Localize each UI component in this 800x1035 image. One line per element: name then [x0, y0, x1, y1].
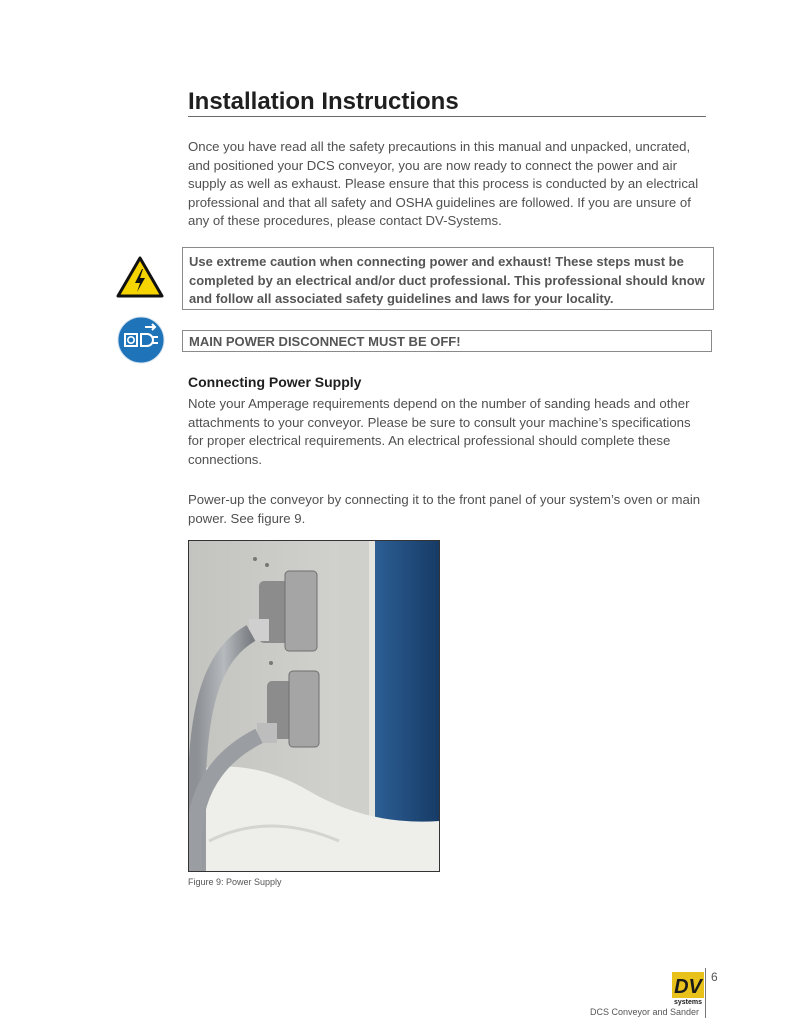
section-heading: Connecting Power Supply — [188, 374, 362, 390]
caution-box: Use extreme caution when connecting power and exhaust! These steps must be completed by an electrical and/or duct professional. This professional should know and follow all associated safety guidelines and laws for your locality. — [182, 247, 714, 310]
disconnect-power-mandatory-icon — [117, 316, 165, 364]
electrical-hazard-warning-icon — [116, 256, 164, 298]
section-paragraph-1: Note your Amperage requirements depend on the number of sanding heads and other attachments to your conveyor. Please be sure to consult your machine’s specifications for proper electrical requirements. An electrical professional should complete these connections. — [188, 396, 691, 467]
footer-title: DCS Conveyor and Sander — [590, 1007, 700, 1017]
figure-caption: Figure 9: Power Supply — [188, 877, 282, 887]
intro-paragraph: Once you have read all the safety precautions in this manual and unpacked, uncrated, and positioned your DCS conveyor, you are now ready to connect the power and air supply as well as exhaust. Please ensure that this process is conducted by an electrical professional and that all safety and OSHA guidelines are followed. If you are unsure of any of these procedures, please contact DV-Systems. — [188, 139, 699, 228]
dv-systems-logo — [672, 972, 704, 1006]
section-paragraph-2: Power-up the conveyor by connecting it to the front panel of your system’s oven or main power. See figure 9. — [188, 492, 701, 526]
footer-divider — [705, 968, 706, 1018]
logo-word: systems — [673, 999, 703, 1006]
page-title: Installation Instructions — [188, 88, 706, 117]
page-number: 6 — [711, 970, 718, 984]
disconnect-warning-box: MAIN POWER DISCONNECT MUST BE OFF! — [182, 330, 712, 352]
power-supply-photo — [188, 540, 440, 872]
logo-letters: DV — [674, 976, 702, 998]
